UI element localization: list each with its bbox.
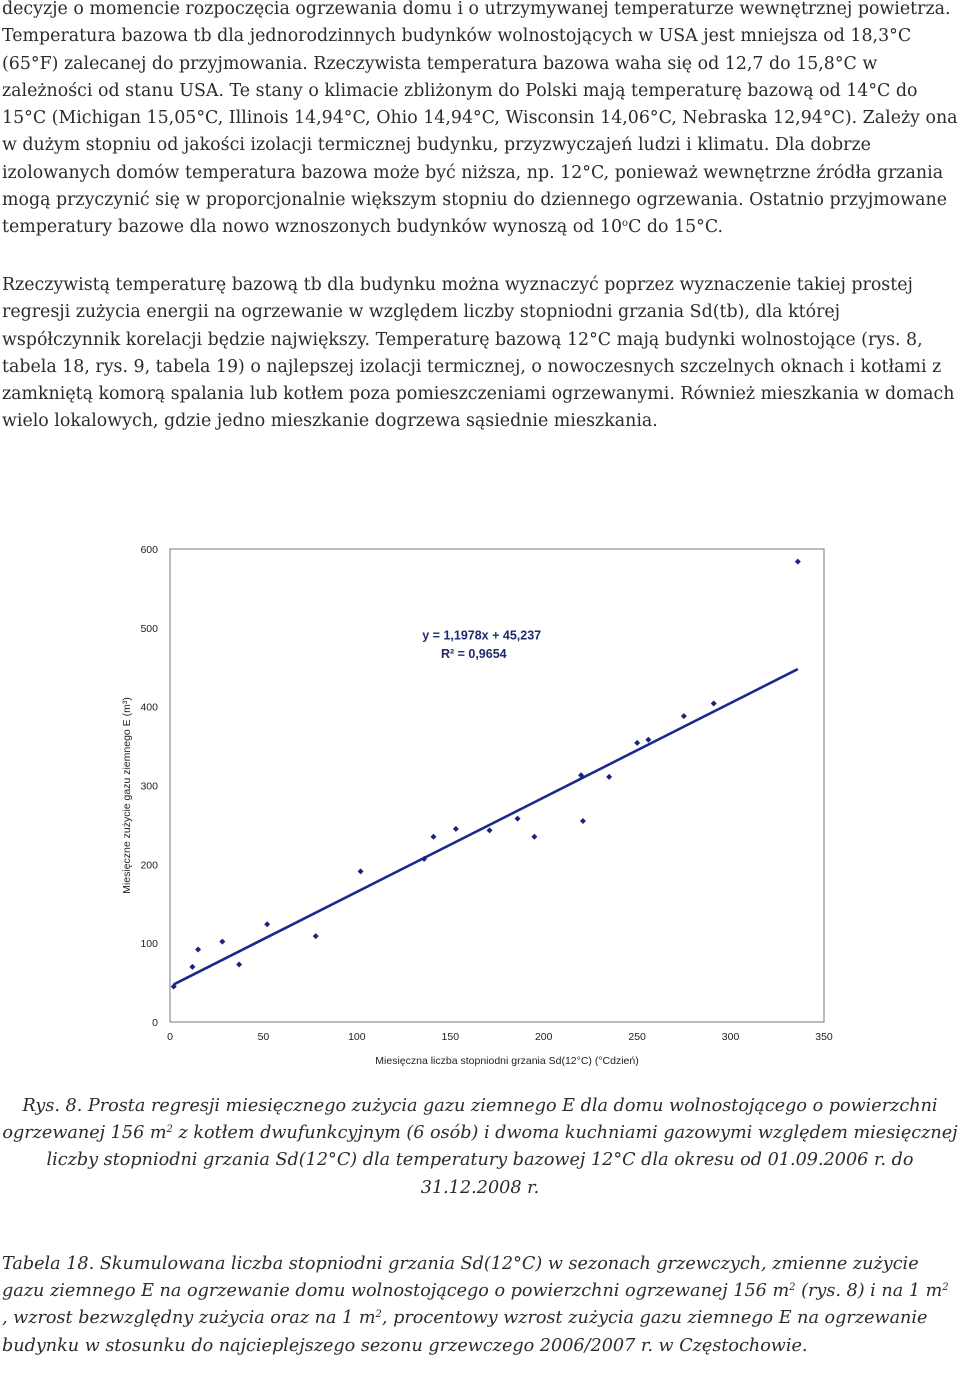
y-tick-label: 500 <box>140 622 158 635</box>
paragraph-text: decyzje o momencie rozpoczęcia ogrzewania domu i o utrzymywanej temperaturze wewnętrznej powietrza. Temperatura bazowa tb dla jednorodzinnych budynków wolnostojących w USA jest mniejsza od 18,3°C (65°F) zalecanej do przyjmowania. Rzeczywista temperatura bazowa waha się od 12,7 do 15,8°C w zależności od stanu USA. Te stany o klimacie zbliżonym do Polski mają temperaturę bazową od 14°C do 15°C (Michigan 15,05°C, Illinois 14,94°C, Ohio 14,94°C, Wisconsin 14,06°C, Nebraska 12,94°C). Zależy ona w dużym stopniu od jakości izolacji termicznej budynku, przyzwyczajeń ludzi i klimatu. Dla dobrze izolowanych domów temperatura bazowa może być niższa, np. 12°C, ponieważ wewnętrzne źródła grzania mogą przyczynić się w proporcjonalnie większym stopniu do dziennego ogrzewania. Ostatnio przyjmowane temperatury bazowe dla nowo wznoszonych budynków wynoszą od 10 <box>2 0 958 238</box>
y-tick-label: 200 <box>140 859 158 872</box>
y-tick-label: 0 <box>152 1017 158 1029</box>
paragraph-text-end: C do 15°C. <box>628 217 724 238</box>
regression-scatter-chart <box>118 530 838 1070</box>
x-tick-label: 250 <box>628 1031 646 1043</box>
y-tick-label: 400 <box>140 701 158 714</box>
table-caption-text: (rys. 8) i na 1 m <box>795 1281 943 1302</box>
y-tick-label: 600 <box>140 544 158 556</box>
plot-background <box>170 549 824 1022</box>
x-tick-label: 50 <box>257 1031 270 1043</box>
superscript-2: 2 <box>789 1282 796 1294</box>
y-axis-label: Miesięczne zużycie gazu ziemnego E (m³) <box>121 697 133 894</box>
x-axis-label: Miesięczna liczba stopniodni grzania Sd(12°C) (°Cdzień) <box>375 1055 639 1067</box>
paragraph-base-temperature <box>2 0 958 242</box>
y-tick-labels <box>140 544 158 1029</box>
x-tick-label: 200 <box>534 1031 553 1043</box>
x-tick-labels <box>167 1031 833 1043</box>
superscript-2: 2 <box>375 1309 382 1321</box>
x-tick-label: 0 <box>167 1031 173 1043</box>
superscript-2: 2 <box>942 1282 949 1294</box>
paragraph-regression-method: Rzeczywistą temperaturę bazową tb dla budynku można wyznaczyć poprzez wyznaczenie takiej prostej regresji zużycia energii na ogrzewanie w względem liczby stopniodni grzania Sd(tb), dla której współczynnik korelacji będzie największy. Temperaturę bazową 12°C mają budynki wolnostojące (rys. 8, tabela 18, rys. 9, tabela 19) o najlepszej izolacji termicznej, o nowoczesnych szczelnych oknach i kotłami z zamkniętą komorą spalania lub kotłem poza pomieszczeniami ogrzewanymi. Również mieszkania w domach wielo lokalowych, gdzie jedno mieszkanie dogrzewa sąsiednie mieszkania. <box>2 275 955 432</box>
table-caption-text: Tabela 18. Skumulowana liczba stopniodni grzania Sd(12°C) w sezonach grzewczych, zmienne zużycie gazu ziemnego E na ogrzewanie domu wolnostojącego o powierzchni ogrzewanej 156 m <box>2 1254 919 1302</box>
x-tick-label: 100 <box>348 1031 366 1043</box>
x-tick-label: 300 <box>721 1031 740 1043</box>
r-squared-label: R² = 0,9654 <box>440 646 507 661</box>
caption-text-end: z kotłem dwufunkcyjnym (6 osób) i dwoma kuchniami gazowymi względem miesięcznej liczby stopniodni grzania Sd(12°C) dla temperatury bazowej 12°C dla okresu od 01.09.2006 r. do 31.12.2008 r. <box>46 1123 958 1198</box>
x-tick-label: 150 <box>441 1031 460 1043</box>
superscript-2: 2 <box>166 1124 173 1136</box>
x-tick-label: 350 <box>815 1031 833 1043</box>
y-tick-label: 100 <box>140 938 158 951</box>
regression-equation: y = 1,1978x + 45,237 <box>422 628 542 643</box>
caption-text: Rys. 8. Prosta regresji miesięcznego zużycia gazu ziemnego E dla domu wolnostojącego o powierzchni ogrzewanej 156 m <box>2 1096 938 1144</box>
figure-caption-rys-8 <box>0 1093 960 1202</box>
superscript-degree: o <box>622 218 629 230</box>
table-caption-text: , procentowy wzrost zużycia gazu ziemnego E na ogrzewanie budynku w stosunku do najcieplejszego sezonu grzewczego 2006/2007 r. w Częstochowie. <box>2 1308 928 1356</box>
y-tick-label: 300 <box>140 780 158 793</box>
plot-frame <box>170 549 824 1022</box>
table-caption-tabela-18 <box>2 1251 958 1360</box>
table-caption-text: , wzrost bezwzględny zużycia oraz na 1 m <box>2 1308 376 1329</box>
